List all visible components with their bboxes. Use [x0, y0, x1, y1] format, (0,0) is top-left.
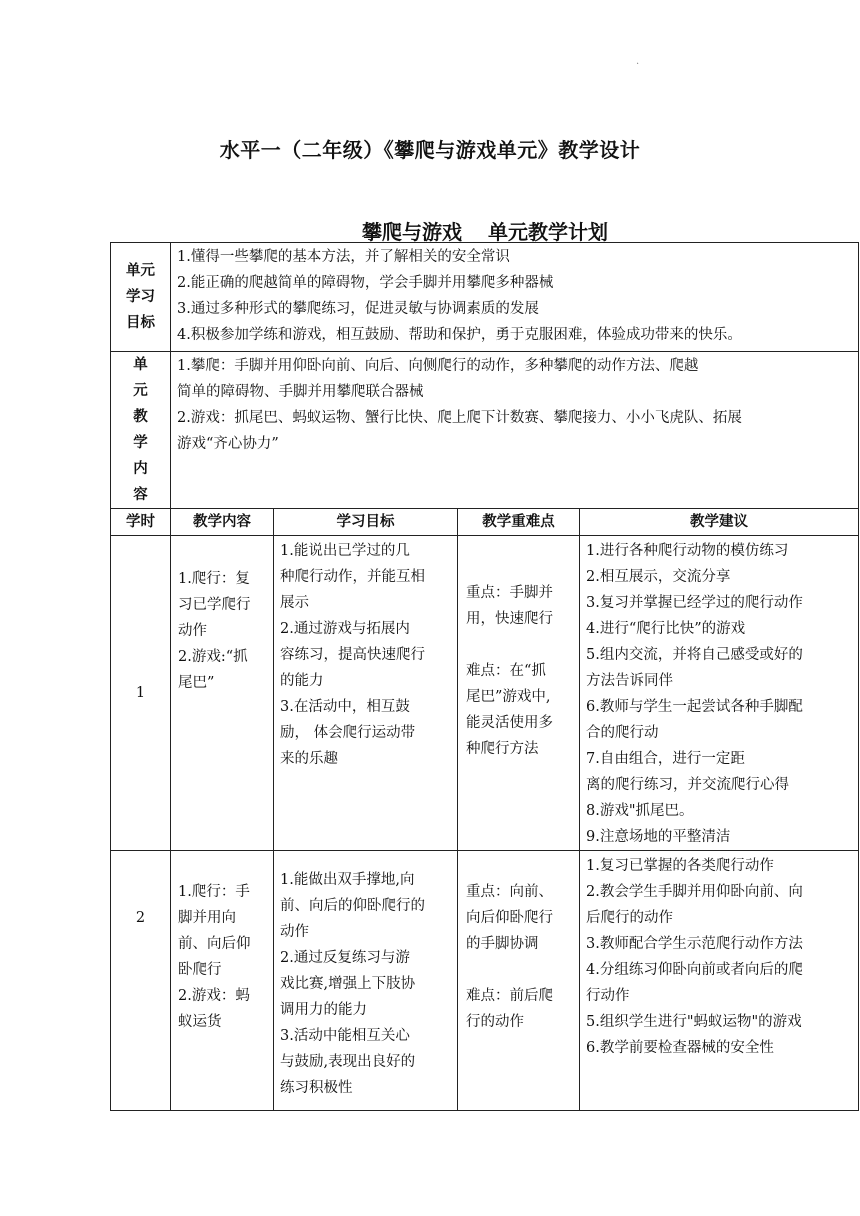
suggestion-line: 5.组织学生进行"蚂蚁运物"的游戏	[586, 1014, 802, 1030]
suggestion-line: 合的爬行动	[586, 725, 659, 741]
unit-goal-item: 2.能正确的爬越简单的障碍物，学会手脚并用攀爬多种器械	[177, 275, 554, 291]
header-teaching-content: 教学内容	[171, 509, 274, 536]
lesson-content-line: 1.爬行：手	[178, 884, 250, 900]
difficulty-line: 尾巴”游戏中,	[466, 689, 551, 705]
suggestion-line: 2.相互展示，交流分享	[586, 569, 731, 585]
unit-content-line: 简单的障碍物、手脚并用攀爬联合器械	[177, 384, 424, 400]
lesson-goal-line: 的能力	[280, 673, 324, 689]
lesson-goals	[274, 851, 458, 1111]
label-line: 单元	[133, 356, 160, 399]
document-title: 水平一（二年级）《攀爬与游戏单元》教学设计	[219, 138, 641, 162]
lesson-content-line: 2.游戏:“抓	[178, 649, 248, 665]
difficulty-line: 难点：在“抓	[466, 663, 546, 679]
plan-title	[110, 216, 860, 245]
unit-goals-label	[111, 243, 171, 352]
unit-goal-item: 3.通过多种形式的攀爬练习，促进灵敏与协调素质的发展	[177, 301, 539, 317]
lesson-suggestions	[580, 536, 859, 851]
unit-goal-item: 4.积极参加学练和游戏，相互鼓励、帮助和保护，勇于克服困难，体验成功带来的快乐。	[177, 327, 742, 343]
label-line: 目标	[126, 314, 155, 331]
suggestion-line: 6.教师与学生一起尝试各种手脚配	[586, 699, 803, 715]
lesson-content-line: 脚并用向	[178, 910, 236, 926]
key-point-line: 用，快速爬行	[466, 611, 553, 627]
key-point-line: 的手脚协调	[466, 936, 539, 952]
lesson-goal-line: 3.活动中能相互关心	[280, 1028, 410, 1044]
lesson-goal-line: 来的乐趣	[280, 751, 338, 767]
page-marker-dot: .	[636, 56, 640, 67]
lesson-goal-line: 与鼓励,表现出良好的	[280, 1054, 416, 1070]
suggestion-line: 4.分组练习仰卧向前或者向后的爬	[586, 962, 803, 978]
key-point-line: 向后仰卧爬行	[466, 910, 553, 926]
unit-content-line: 游戏“齐心协力”	[177, 436, 279, 452]
suggestion-line: 1.复习已掌握的各类爬行动作	[586, 858, 774, 874]
suggestion-line: 方法告诉同伴	[586, 673, 673, 689]
lesson-content-line: 卧爬行	[178, 962, 222, 978]
header-key-difficult-points: 教学重难点	[458, 509, 580, 536]
unit-content-row	[111, 352, 859, 509]
lesson-header-row	[111, 509, 859, 536]
lesson-content-line: 习已学爬行	[178, 597, 251, 613]
lesson-goal-line: 2.通过反复练习与游	[280, 950, 410, 966]
header-learning-goals: 学习目标	[274, 509, 458, 536]
suggestion-line: 离的爬行练习，并交流爬行心得	[586, 777, 789, 793]
lesson-content-line: 尾巴”	[178, 675, 215, 691]
suggestion-line: 行动作	[586, 988, 630, 1004]
lesson-row	[111, 536, 859, 851]
plan-title-part-a: 攀爬与游戏	[362, 220, 462, 244]
suggestion-line: 6.教学前要检查器械的安全性	[586, 1040, 774, 1056]
lesson-content-line: 蚁运货	[178, 1014, 222, 1030]
suggestion-line: 8.游戏"抓尾巴。	[586, 803, 694, 819]
lesson-goal-line: 3.在活动中，相互鼓	[280, 699, 410, 715]
lesson-content-line: 前、向后仰	[178, 936, 251, 952]
plan-title-part-b: 单元教学计划	[488, 220, 608, 244]
difficulty-line: 难点：前后爬	[466, 988, 553, 1004]
unit-content-line: 2.游戏：抓尾巴、蚂蚁运物、蟹行比快、爬上爬下计数赛、攀爬接力、小小飞虎队、拓展	[177, 410, 742, 426]
lesson-content	[171, 536, 274, 851]
lesson-key-points	[458, 851, 580, 1111]
suggestion-line: 7.自由组合，进行一定距	[586, 751, 745, 767]
lesson-goal-line: 前、向后的仰卧爬行的	[280, 898, 425, 914]
lesson-content-line: 2.游戏：蚂	[178, 988, 250, 1004]
suggestion-line: 1.进行各种爬行动物的模仿练习	[586, 543, 789, 559]
unit-goals-content	[171, 243, 859, 352]
difficulty-line: 行的动作	[466, 1014, 524, 1030]
lesson-goal-line: 动作	[280, 924, 309, 940]
label-line: 单元	[126, 262, 155, 279]
unit-plan-table	[110, 242, 859, 1111]
lesson-goal-line: 1.能说出已学过的几	[280, 543, 410, 559]
lesson-goal-line: 励， 体会爬行运动带	[280, 725, 416, 741]
unit-goals-row	[111, 243, 859, 352]
lesson-key-points	[458, 536, 580, 851]
lesson-goal-line: 调用力的能力	[280, 1002, 367, 1018]
lesson-content-line: 动作	[178, 623, 207, 639]
suggestion-line: 2.教会学生手脚并用仰卧向前、向	[586, 884, 803, 900]
suggestion-line: 5.组内交流，并将自己感受或好的	[586, 647, 803, 663]
unit-content-label	[111, 352, 171, 509]
unit-content-line: 1.攀爬：手脚并用仰卧向前、向后、向侧爬行的动作，多种攀爬的动作方法、爬越	[177, 358, 699, 374]
lesson-goal-line: 练习积极性	[280, 1080, 353, 1096]
difficulty-line: 种爬行方法	[466, 741, 539, 757]
suggestion-line: 4.进行“爬行比快”的游戏	[586, 621, 746, 637]
label-line: 内容	[133, 460, 160, 503]
lesson-content	[171, 851, 274, 1111]
header-lesson-hours: 学时	[111, 509, 171, 536]
unit-content-text	[171, 352, 859, 509]
lesson-goal-line: 戏比赛,增强上下肢协	[280, 976, 416, 992]
header-teaching-suggestions: 教学建议	[580, 509, 859, 536]
suggestion-line: 后爬行的动作	[586, 910, 673, 926]
lesson-row	[111, 851, 859, 1111]
suggestion-line: 3.复习并掌握已经学过的爬行动作	[586, 595, 803, 611]
lesson-goal-line: 容练习，提高快速爬行	[280, 647, 425, 663]
label-line: 学习	[126, 288, 155, 305]
key-point-line: 重点：手脚并	[466, 585, 553, 601]
lesson-goals	[274, 536, 458, 851]
suggestion-line: 9.注意场地的平整清洁	[586, 829, 731, 845]
label-line: 教学	[133, 408, 160, 451]
lesson-suggestions	[580, 851, 859, 1111]
lesson-goal-line: 种爬行动作，并能互相	[280, 569, 425, 585]
lesson-number: 2	[111, 851, 171, 1111]
unit-goal-item: 1.懂得一些攀爬的基本方法，并了解相关的安全常识	[177, 249, 510, 265]
lesson-goal-line: 2.通过游戏与拓展内	[280, 621, 410, 637]
lesson-goal-line: 1.能做出双手撑地,向	[280, 872, 415, 888]
suggestion-line: 3.教师配合学生示范爬行动作方法	[586, 936, 803, 952]
key-point-line: 重点：向前、	[466, 884, 553, 900]
lesson-number: 1	[111, 536, 171, 851]
difficulty-line: 能灵活使用多	[466, 715, 553, 731]
lesson-content-line: 1.爬行：复	[178, 571, 250, 587]
lesson-goal-line: 展示	[280, 595, 309, 611]
